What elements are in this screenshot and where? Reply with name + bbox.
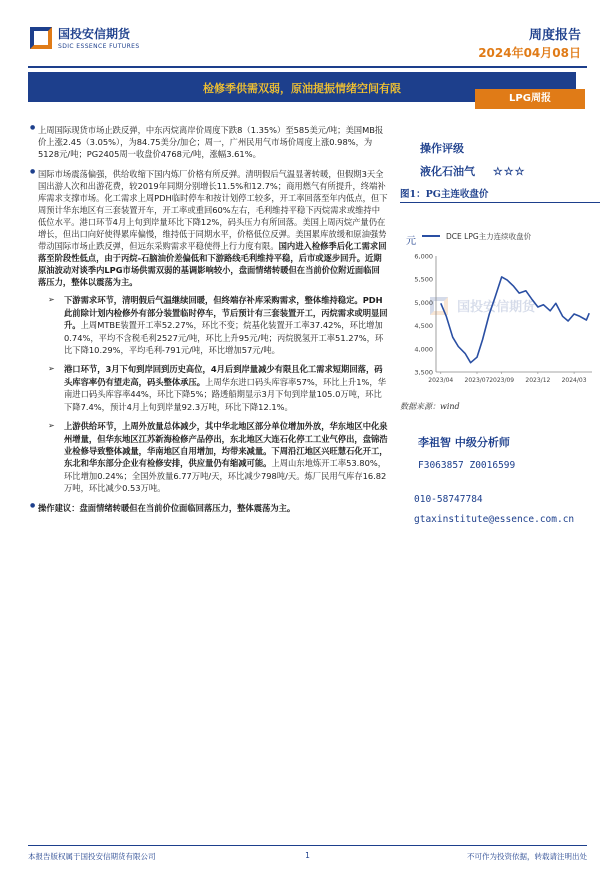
detail-item-port <box>48 363 388 413</box>
summary-paragraph-market <box>30 124 388 160</box>
company-name-cn: 国投安信期货 <box>58 27 131 41</box>
data-source: 数据来源：wind <box>400 402 460 411</box>
y-tick-label: 5,500 <box>414 275 433 284</box>
report-type: 周度报告 <box>528 28 581 43</box>
operation-advice: 操作建议：盘面情绪转暖但在当前价位面临回落压力，整体震荡为主。 <box>38 502 296 513</box>
detail-item-demand <box>48 294 388 356</box>
price-line-chart <box>400 222 600 390</box>
port-headline: 港口环节，3月下旬到岸回到历史高位，4月后到岸量减少有限且化工需求短期回落，码头库容率仍有望走高，码头整体承压。 <box>64 364 383 387</box>
company-logo <box>30 24 180 56</box>
rating-stars-icon: ☆☆☆ <box>492 165 526 178</box>
footer-copyright: 本报告版权属于国投安信期货有限公司 <box>28 852 156 861</box>
rating-box <box>400 140 600 179</box>
company-name-en: SDIC ESSENCE FUTURES <box>58 43 140 50</box>
supply-detail: 上周山东地炼开工率53.80%，环比增加0.24%；全国外放量6.77万吨/天，环比减少798吨/天。炼厂民用气库存16.82万吨，环比减少0.53万吨。 <box>64 458 387 494</box>
report-date: 2024年04月08日 <box>478 46 581 60</box>
y-tick-label: 3,500 <box>414 368 433 377</box>
report-body <box>30 124 388 522</box>
supply-headline: 上游供给环节，上周外放量总体减少，其中华北地区部分单位增加外放，华东地区中化泉州增量，但华东地区江苏新海检修产品停出，东北地区大连石化停工工业气停出，盘锦浩业检修导致整体减量，华南地区自用增加，均带来减量。下周沿江地区兴旺慧石化开工，东北和华东部分企业有检修安排，供应量仍有缩减可能。 <box>64 421 388 469</box>
summary-paragraph-advice <box>30 502 388 514</box>
summary-paragraph-analysis <box>30 168 388 288</box>
footer-divider <box>28 845 587 846</box>
y-tick-label: 5,000 <box>414 298 433 307</box>
analyst-email[interactable]: gtaxinstitute@essence.com.cn <box>414 514 575 525</box>
analyst-phone: 010-58747784 <box>414 494 483 505</box>
y-tick-label: 6,000 <box>414 252 433 261</box>
analyst-license-ids: F3063857 Z0016599 <box>418 460 516 471</box>
logo-mark-icon <box>30 27 52 49</box>
analyst-name: 李祖智 中级分析师 <box>418 436 510 449</box>
x-tick-label: 2023/04 <box>428 377 454 384</box>
report-title: 检修季供需双弱，原油提振情绪空间有限 <box>203 82 401 95</box>
footer-disclaimer: 不可作为投资依据，转载请注明出处 <box>467 852 587 861</box>
x-tick-label: 2023/09 <box>489 377 515 384</box>
x-tick-label: 2024/03 <box>561 377 587 384</box>
page-number: 1 <box>305 851 310 860</box>
detail-list <box>30 294 388 495</box>
analysis-text: 国际市场震荡偏强，供给收缩下国内炼厂价格有所反弹。清明假后气温显著转暖，但假期3天全国出游人次和出游花费，较2019年同期分别增长11.5%和12.7%；商用燃气有所提升，终端补库需求支撑市场。化工需求上周PDH临时停车和按计划停工较多，开工率回落至年内低点，但下周预计华东地区有三套装置开车，开工率或重回60%左右，毛利维持平稳下丙烷需求或维持中低位水平。港口环节4月上旬到岸量环比下降12%，码头压力有所回落。美国上周丙烷产量仍在增长，但出口向好使得累库偏慢，维持低于同期水平，价格低位反弹。美国累库放缓和原油强势带动国际市场止跌反弹，但远东采购需求平稳使得上行力度有限。 <box>38 169 388 252</box>
demand-headline: 下游需求环节，清明假后气温继续回暖，但终端存补库采购需求，整体维持稳定。PDH此前除计划内检修外有部分装置临时停车，节后预计有三套装置开工，丙烷需求或明显回升。 <box>64 295 388 331</box>
report-tag: LPG周报 <box>475 89 585 109</box>
series-line-pg-close <box>441 277 589 363</box>
detail-item-supply <box>48 420 388 495</box>
watermark-text: 国投安信期货 <box>457 300 536 315</box>
header-divider <box>28 66 587 68</box>
rating-product: 液化石油气 <box>420 165 475 178</box>
legend-label: DCE LPG主力连续收盘价 <box>446 232 532 241</box>
rating-row <box>420 163 600 179</box>
chart-unit-label: 元 <box>406 236 416 247</box>
figure-divider <box>400 202 600 203</box>
y-tick-label: 4,500 <box>414 322 433 331</box>
demand-detail: 上周MTBE装置开工率52.27%，环比不变；烷基化装置开工率37.42%，环比增加0.74%，平均不含税毛利2527元/吨，环比上升95元/吨；丙烷脱氢开工率51.27%，环比下降10.29%，平均毛利-791元/吨，环比增加57元/吨。 <box>64 320 384 355</box>
market-summary-text: 上周国际现货市场止跌反弹，中东丙烷离岸价周度下跌8（1.35%）至585美元/吨；美国MB报价上涨2.45（3.05%），为84.75美分/加仑；周一，广州民用气市场价周度上涨0.98%，为5128元/吨；PG2405周一收盘价4768元/吨，涨幅3.61%。 <box>38 125 384 160</box>
rating-label: 操作评级 <box>420 142 464 155</box>
port-detail: 上周华东进口码头库容率57%，环比上升1%，华南进口码头库容率44%，环比下降5%；路透船期显示3月下旬到岸量105.0万吨，环比下降7.4%，预计4月上旬到岸量92.3万吨，环比下降12.1%。 <box>64 376 387 412</box>
x-tick-label: 2023/07 <box>464 377 490 384</box>
y-tick-label: 4,000 <box>414 345 433 354</box>
x-tick-label: 2023/12 <box>525 377 551 384</box>
figure-title: 图1：PG主连收盘价 <box>400 189 489 200</box>
analysis-conclusion-text: 国内进入检修季后化工需求回落至阶段性低点，由于丙烷-石脑油价差偏低和下游路线毛利维持平稳，后市或逐步回升。近期原油波动对谈季内LPG市场供需双弱的基调影响较小，盘面情绪转暖但在当前价位附近面临回落压力，整体以震荡为主。 <box>38 241 387 288</box>
